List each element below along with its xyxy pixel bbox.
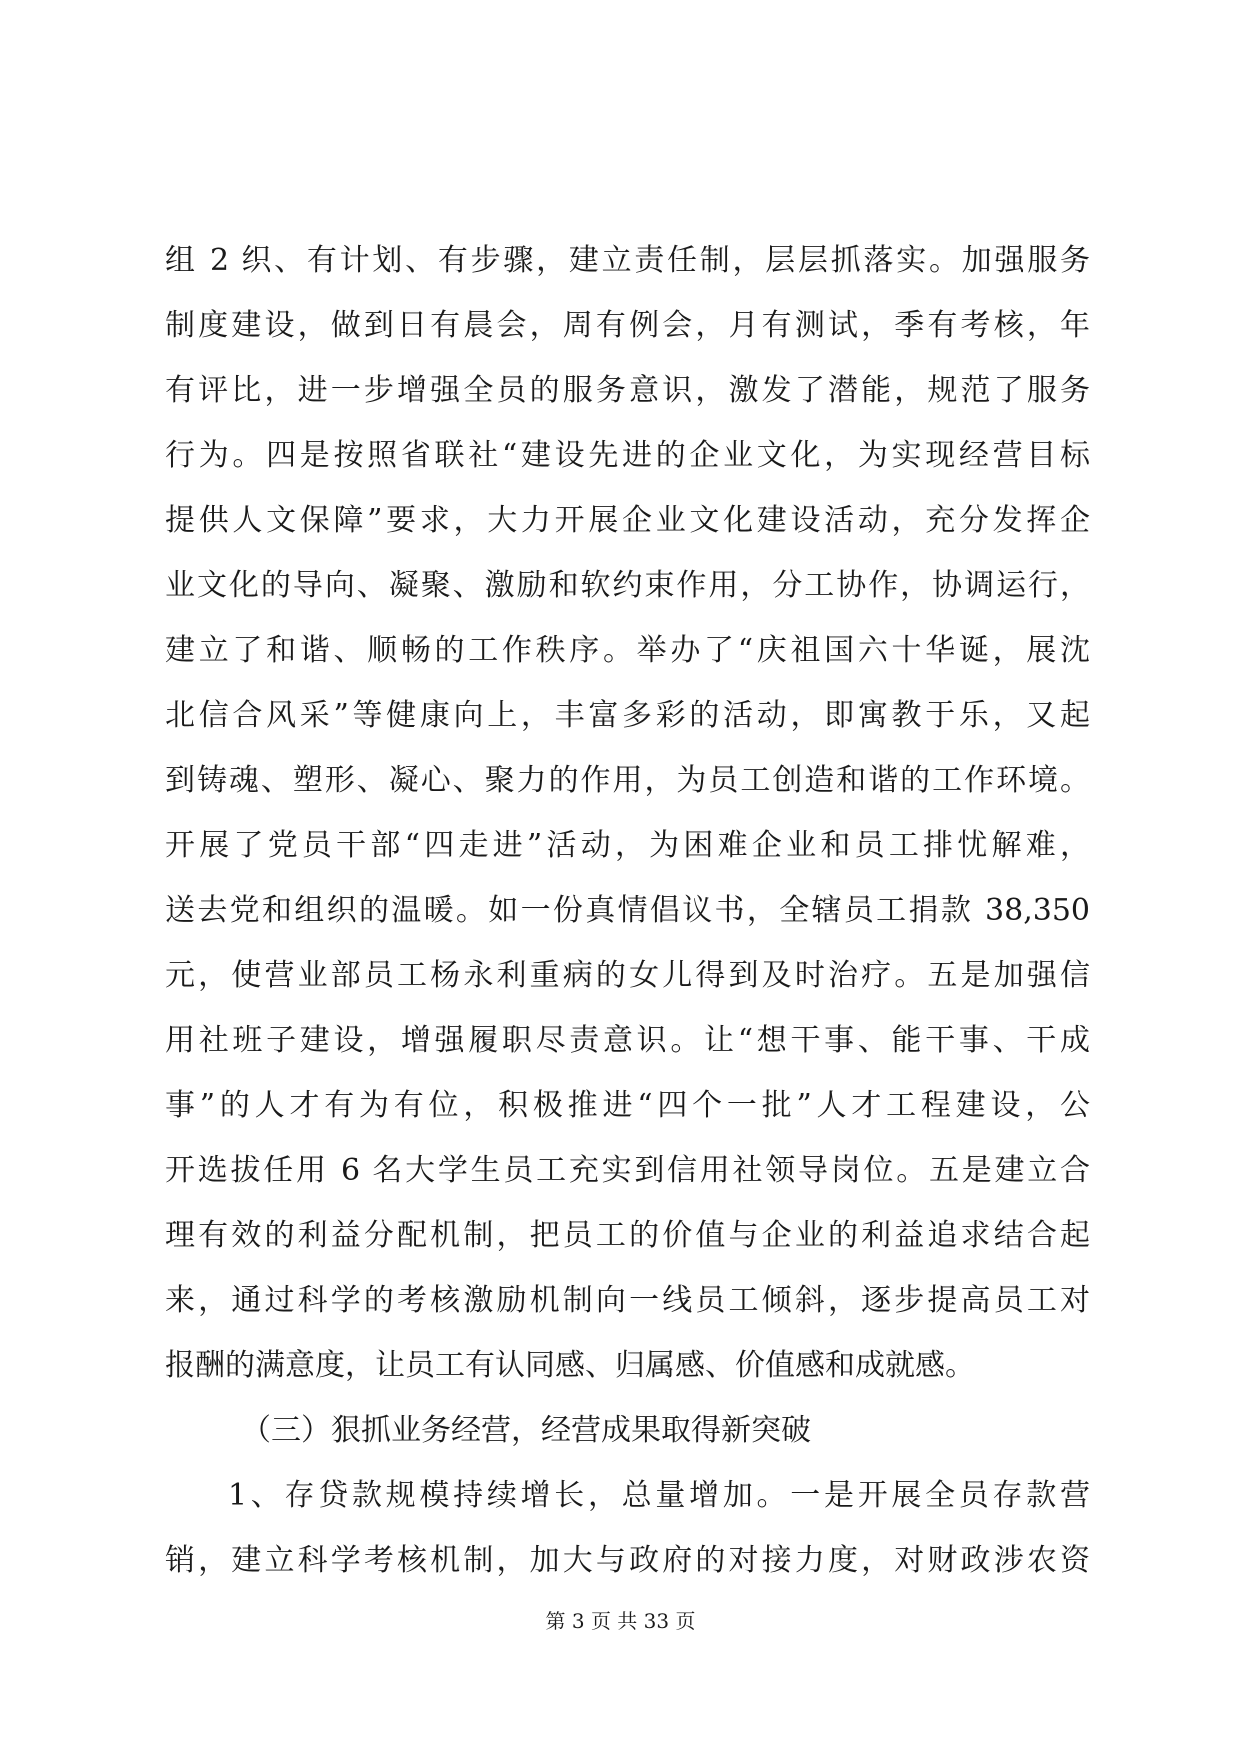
text-line: 报酬的满意度，让员工有认同感、归属感、价值感和成就感。 [165,1348,975,1383]
text-line: 开展了党员干部“四走进”活动，为困难企业和员工排忧解难， [165,828,1090,863]
text-line: 业文化的导向、凝聚、激励和软约束作用，分工协作，协调运行， [165,568,1090,603]
text-line: 北信合风采”等健康向上，丰富多彩的活动，即寓教于乐，又起 [165,698,1090,733]
text-line: 来，通过科学的考核激励机制向一线员工倾斜，逐步提高员工对 [165,1283,1090,1318]
text-line: 1、存贷款规模持续增长，总量增加。一是开展全员存款营 [228,1478,1090,1513]
text-line: 组 2 织、有计划、有步骤，建立责任制，层层抓落实。加强服务 [165,243,1090,278]
section-heading: （三）狠抓业务经营，经营成果取得新突破 [241,1413,811,1448]
text-line: 送去党和组织的温暖。如一份真情倡议书，全辖员工捐款 38,350 [165,893,1090,928]
text-line: 有评比，进一步增强全员的服务意识，激发了潜能，规范了服务 [165,373,1090,408]
page-number-footer: 第 3 页 共 33 页 [545,1609,696,1633]
text-line: 开选拔任用 6 名大学生员工充实到信用社领导岗位。五是建立合 [165,1153,1090,1188]
text-line: 理有效的利益分配机制，把员工的价值与企业的利益追求结合起 [165,1218,1090,1253]
text-line: 事”的人才有为有位，积极推进“四个一批”人才工程建设，公 [165,1088,1090,1123]
text-line: 建立了和谐、顺畅的工作秩序。举办了“庆祖国六十华诞，展沈 [165,633,1090,668]
text-line: 行为。四是按照省联社“建设先进的企业文化，为实现经营目标 [165,438,1090,473]
text-line: 用社班子建设，增强履职尽责意识。让“想干事、能干事、干成 [165,1023,1090,1058]
text-line: 提供人文保障”要求，大力开展企业文化建设活动，充分发挥企 [165,503,1090,538]
text-line: 到铸魂、塑形、凝心、聚力的作用，为员工创造和谐的工作环境。 [165,763,1090,798]
text-line: 销，建立科学考核机制，加大与政府的对接力度，对财政涉农资 [165,1543,1090,1578]
text-line: 制度建设，做到日有晨会，周有例会，月有测试，季有考核，年 [165,308,1090,343]
body-text [165,228,1090,1593]
text-line: 元，使营业部员工杨永利重病的女儿得到及时治疗。五是加强信 [165,958,1090,993]
